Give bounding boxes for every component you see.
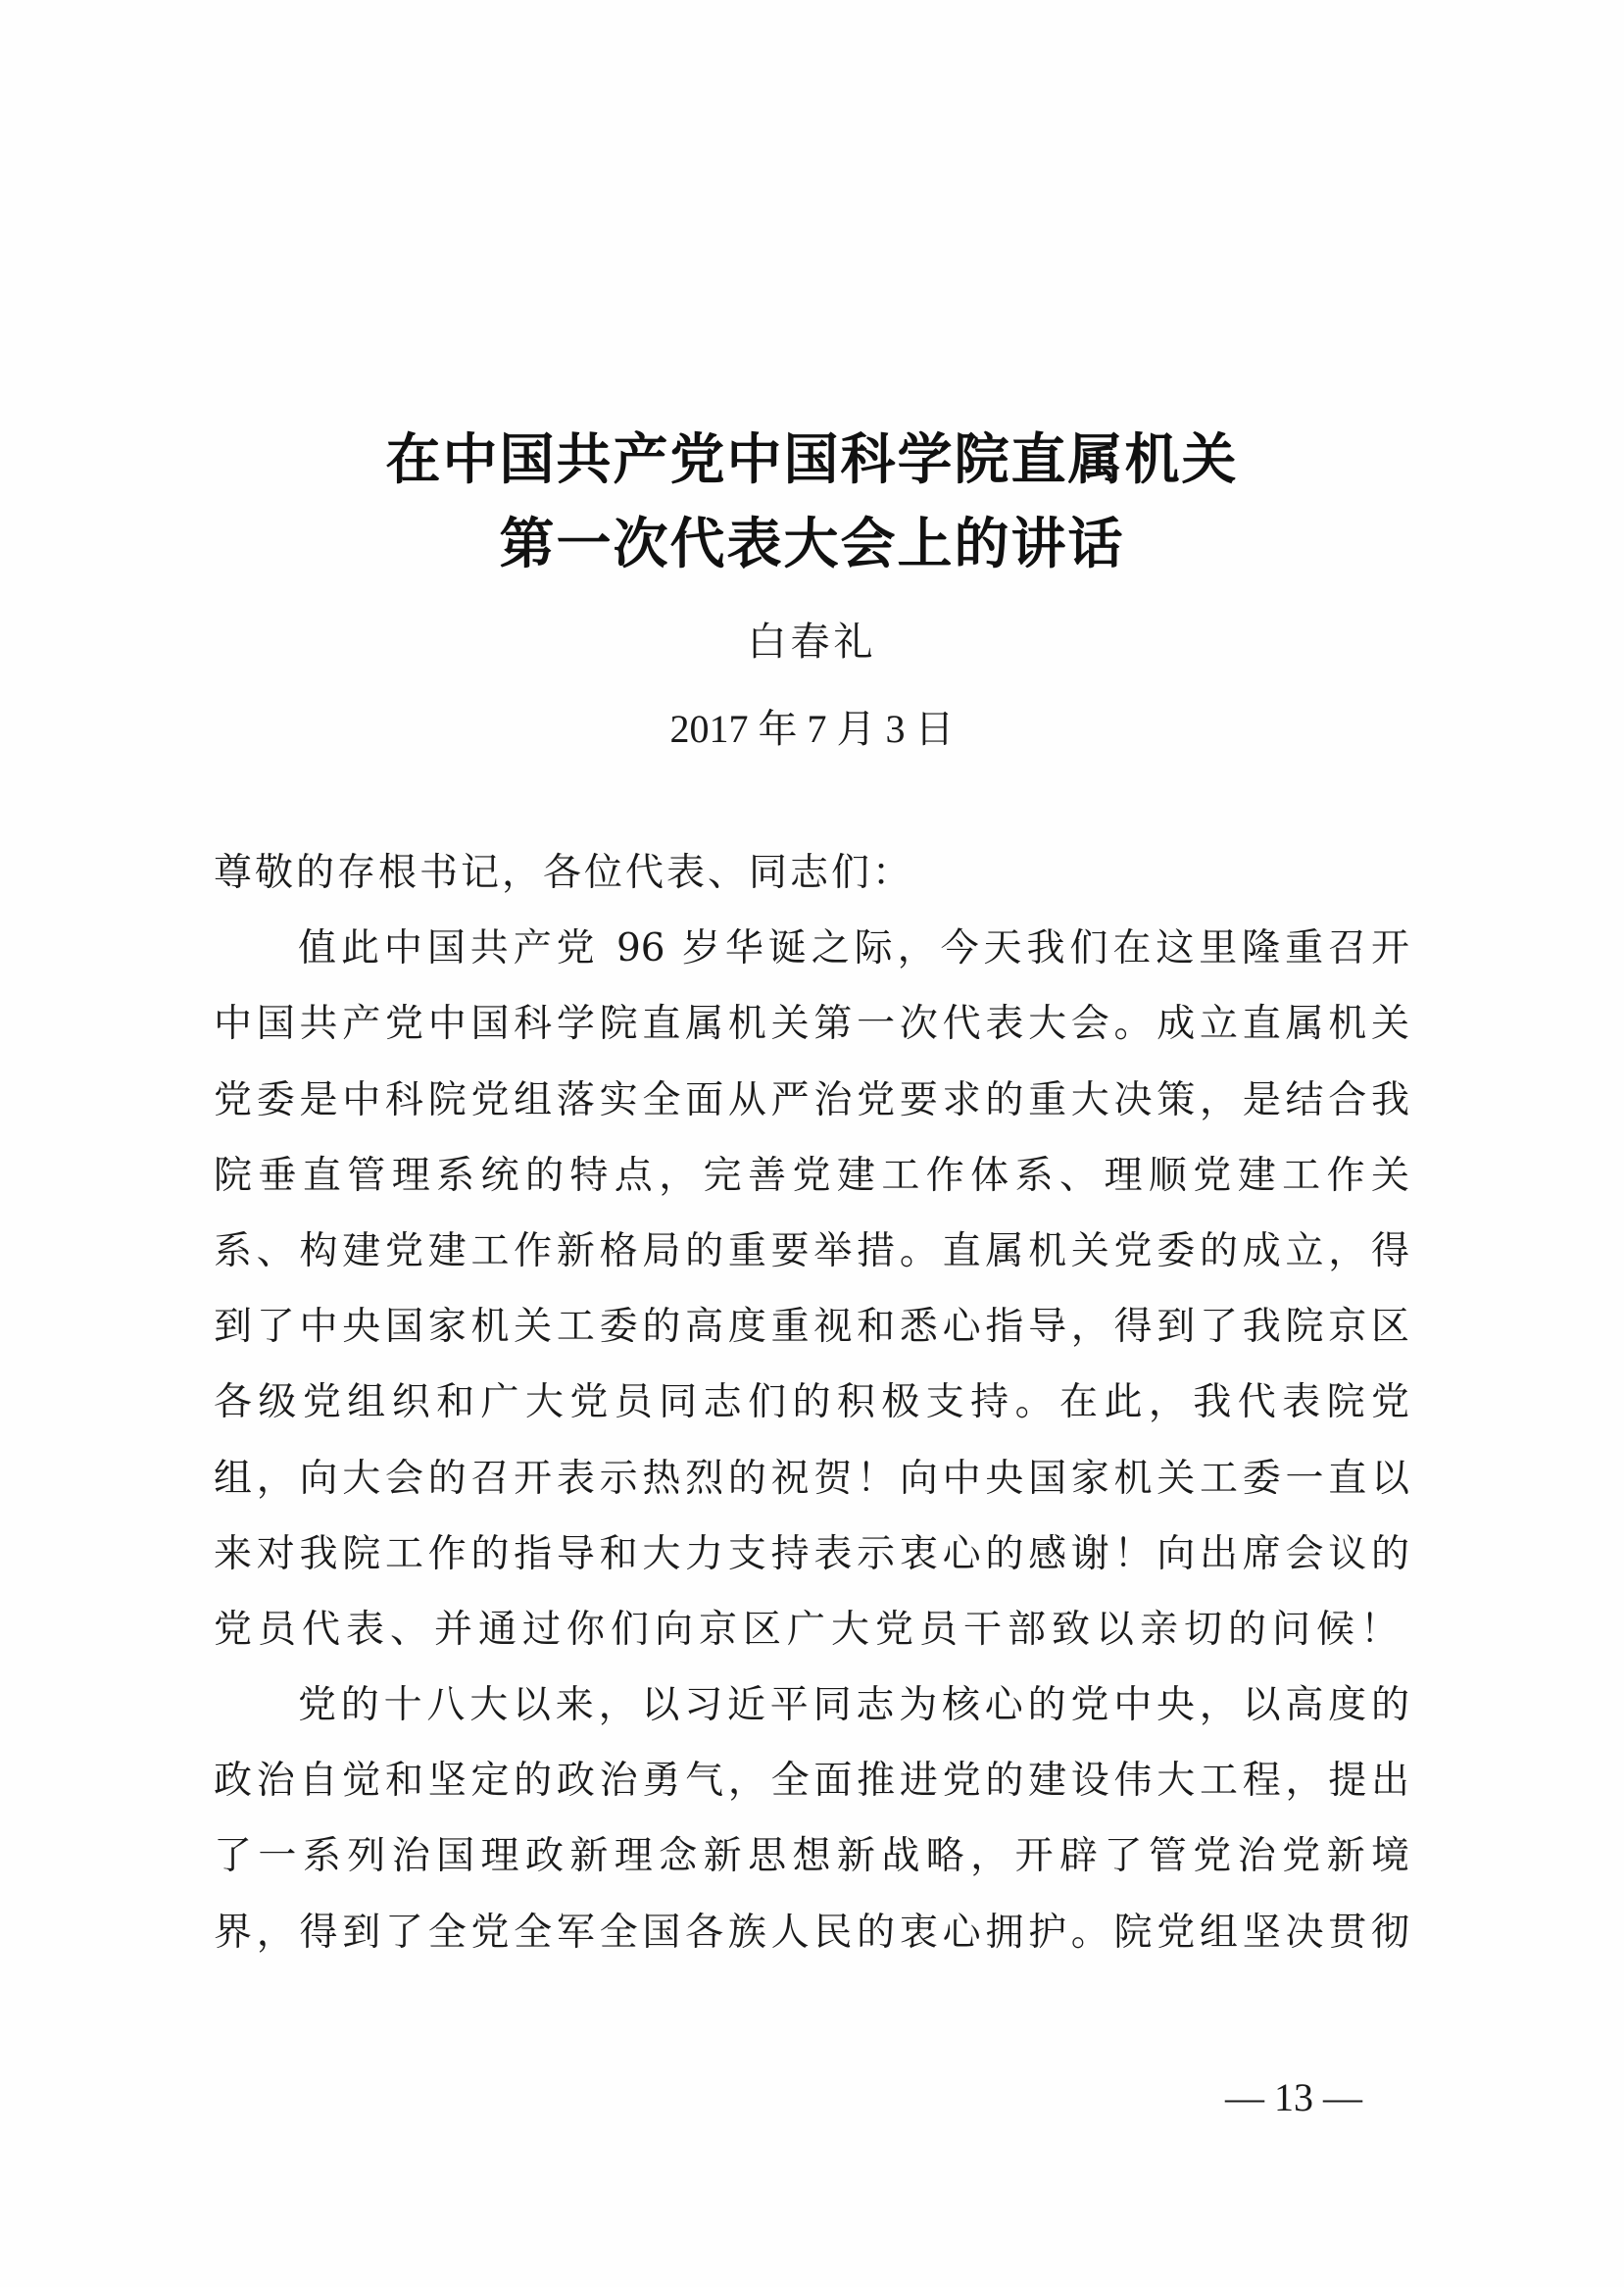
paragraph-2-line-3: 了一系列治国理政新理念新思想新战略，开辟了管党治党新境: [214, 1834, 1409, 1879]
paragraph-1-line-8: 组，向大会的召开表示热烈的祝贺！向中央国家机关工委一直以: [214, 1456, 1409, 1501]
paragraph-1-line-9: 来对我院工作的指导和大力支持表示衷心的感谢！向出席会议的: [214, 1531, 1409, 1576]
title-line-1: 在中国共产党中国科学院直属机关: [385, 428, 1239, 492]
speech-body: [214, 835, 1409, 1970]
speech-title: [0, 422, 1624, 584]
paragraph-1-line-7: 各级党组织和广大党员同志们的积极支持。在此，我代表院党: [214, 1380, 1409, 1425]
title-line-2: 第一次代表大会上的讲话: [499, 513, 1125, 576]
paragraph-1-line-3: 党委是中科院党组落实全面从严治党要求的重大决策，是结合我: [214, 1077, 1409, 1122]
page-number: — 13 —: [1225, 2075, 1362, 2119]
paragraph-1-line-1: 值此中国共产党 96 岁华诞之际，今天我们在这里隆重召开: [298, 926, 1409, 971]
paragraph-1-line-5: 系、构建党建工作新格局的重要举措。直属机关党委的成立，得: [214, 1228, 1409, 1273]
salutation: 尊敬的存根书记，各位代表、同志们：: [214, 851, 914, 895]
paragraph-1-line-6: 到了中央国家机关工委的高度重视和悉心指导，得到了我院京区: [214, 1305, 1409, 1350]
author: 白春礼: [747, 620, 877, 665]
paragraph-1-line-2: 中国共产党中国科学院直属机关第一次代表大会。成立直属机关: [214, 1002, 1409, 1047]
paragraph-1-line-4: 院垂直管理系统的特点，完善党建工作体系、理顺党建工作关: [214, 1153, 1409, 1198]
speech-date: 2017 年 7 月 3 日: [669, 707, 955, 751]
paragraph-2-line-1: 党的十八大以来，以习近平同志为核心的党中央，以高度的: [298, 1683, 1409, 1728]
paragraph-2-line-4: 界，得到了全党全军全国各族人民的衷心拥护。院党组坚决贯彻: [214, 1910, 1409, 1955]
paragraph-1-line-10: 党员代表、并通过你们向京区广大党员干部致以亲切的问候！: [214, 1607, 1405, 1652]
paragraph-2-line-2: 政治自觉和坚定的政治勇气，全面推进党的建设伟大工程，提出: [214, 1759, 1409, 1804]
